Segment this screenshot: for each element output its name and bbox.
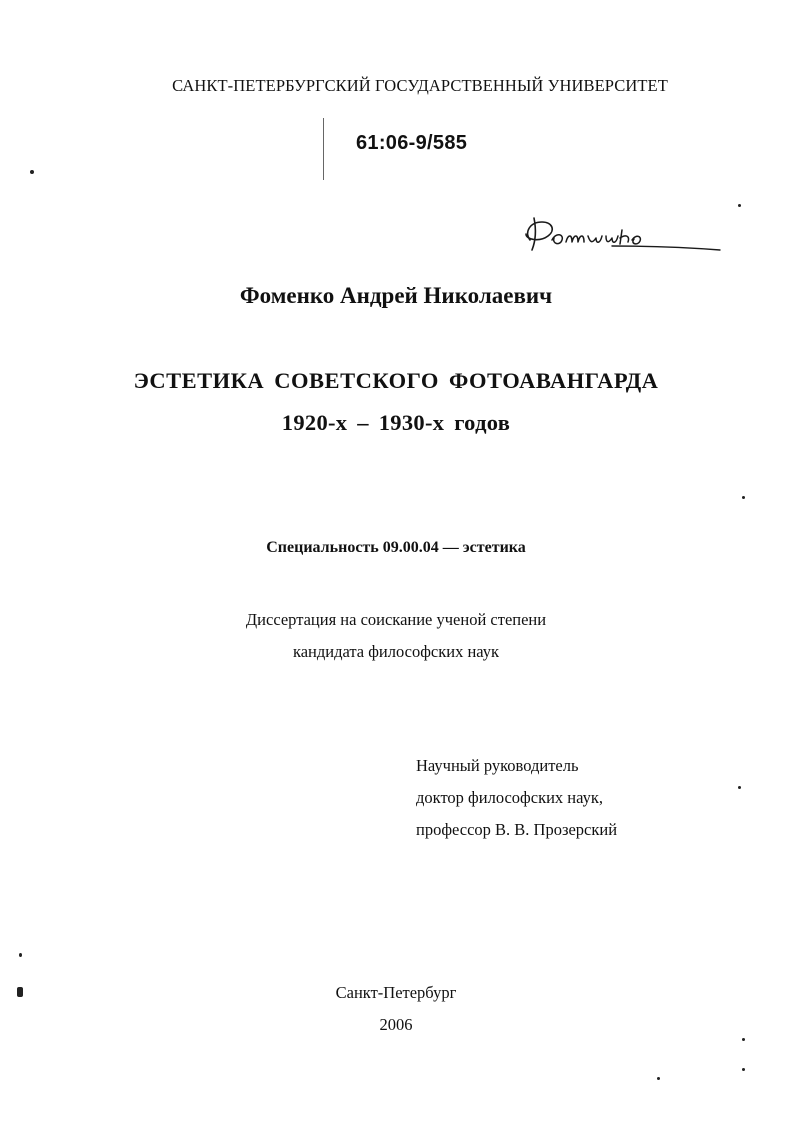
university-name: САНКТ-ПЕТЕРБУРГСКИЙ ГОСУДАРСТВЕННЫЙ УНИВЕРСИТЕТ [172,76,668,95]
degree-statement-line-1: Диссертация на соискание ученой степени [245,610,547,629]
city: Санкт-Петербург [335,983,457,1002]
scan-speck [30,170,34,174]
dissertation-title-line-1: ЭСТЕТИКА СОВЕТСКОГО ФОТОАВАНГАРДА [133,368,659,393]
scan-speck [19,953,22,957]
supervisor-line-3: профессор В. В. Прозерский [416,820,618,839]
supervisor-block [416,750,756,846]
degree-statement-line-2: кандидата философских наук [292,642,500,661]
catalog-code: 61:06-9/585 [356,132,468,154]
author-signature [512,206,724,262]
scan-speck [657,1077,660,1080]
scan-speck [738,204,741,207]
degree-statement [0,604,792,668]
specialty: Специальность 09.00.04 — эстетика [266,539,526,556]
dissertation-title-line-2: 1920-х – 1930-х годов [281,410,511,435]
scan-speck [742,1068,745,1071]
margin-rule [323,118,324,180]
imprint [0,977,792,1041]
supervisor-line-2: доктор философских наук, [416,788,603,807]
supervisor-line-1: Научный руководитель [416,756,579,775]
author-name: Фоменко Андрей Николаевич [239,283,553,308]
scan-speck [742,496,745,499]
scan-speck [742,1038,745,1041]
year: 2006 [379,1015,413,1034]
scan-speck [17,987,23,997]
scan-speck [738,786,741,789]
